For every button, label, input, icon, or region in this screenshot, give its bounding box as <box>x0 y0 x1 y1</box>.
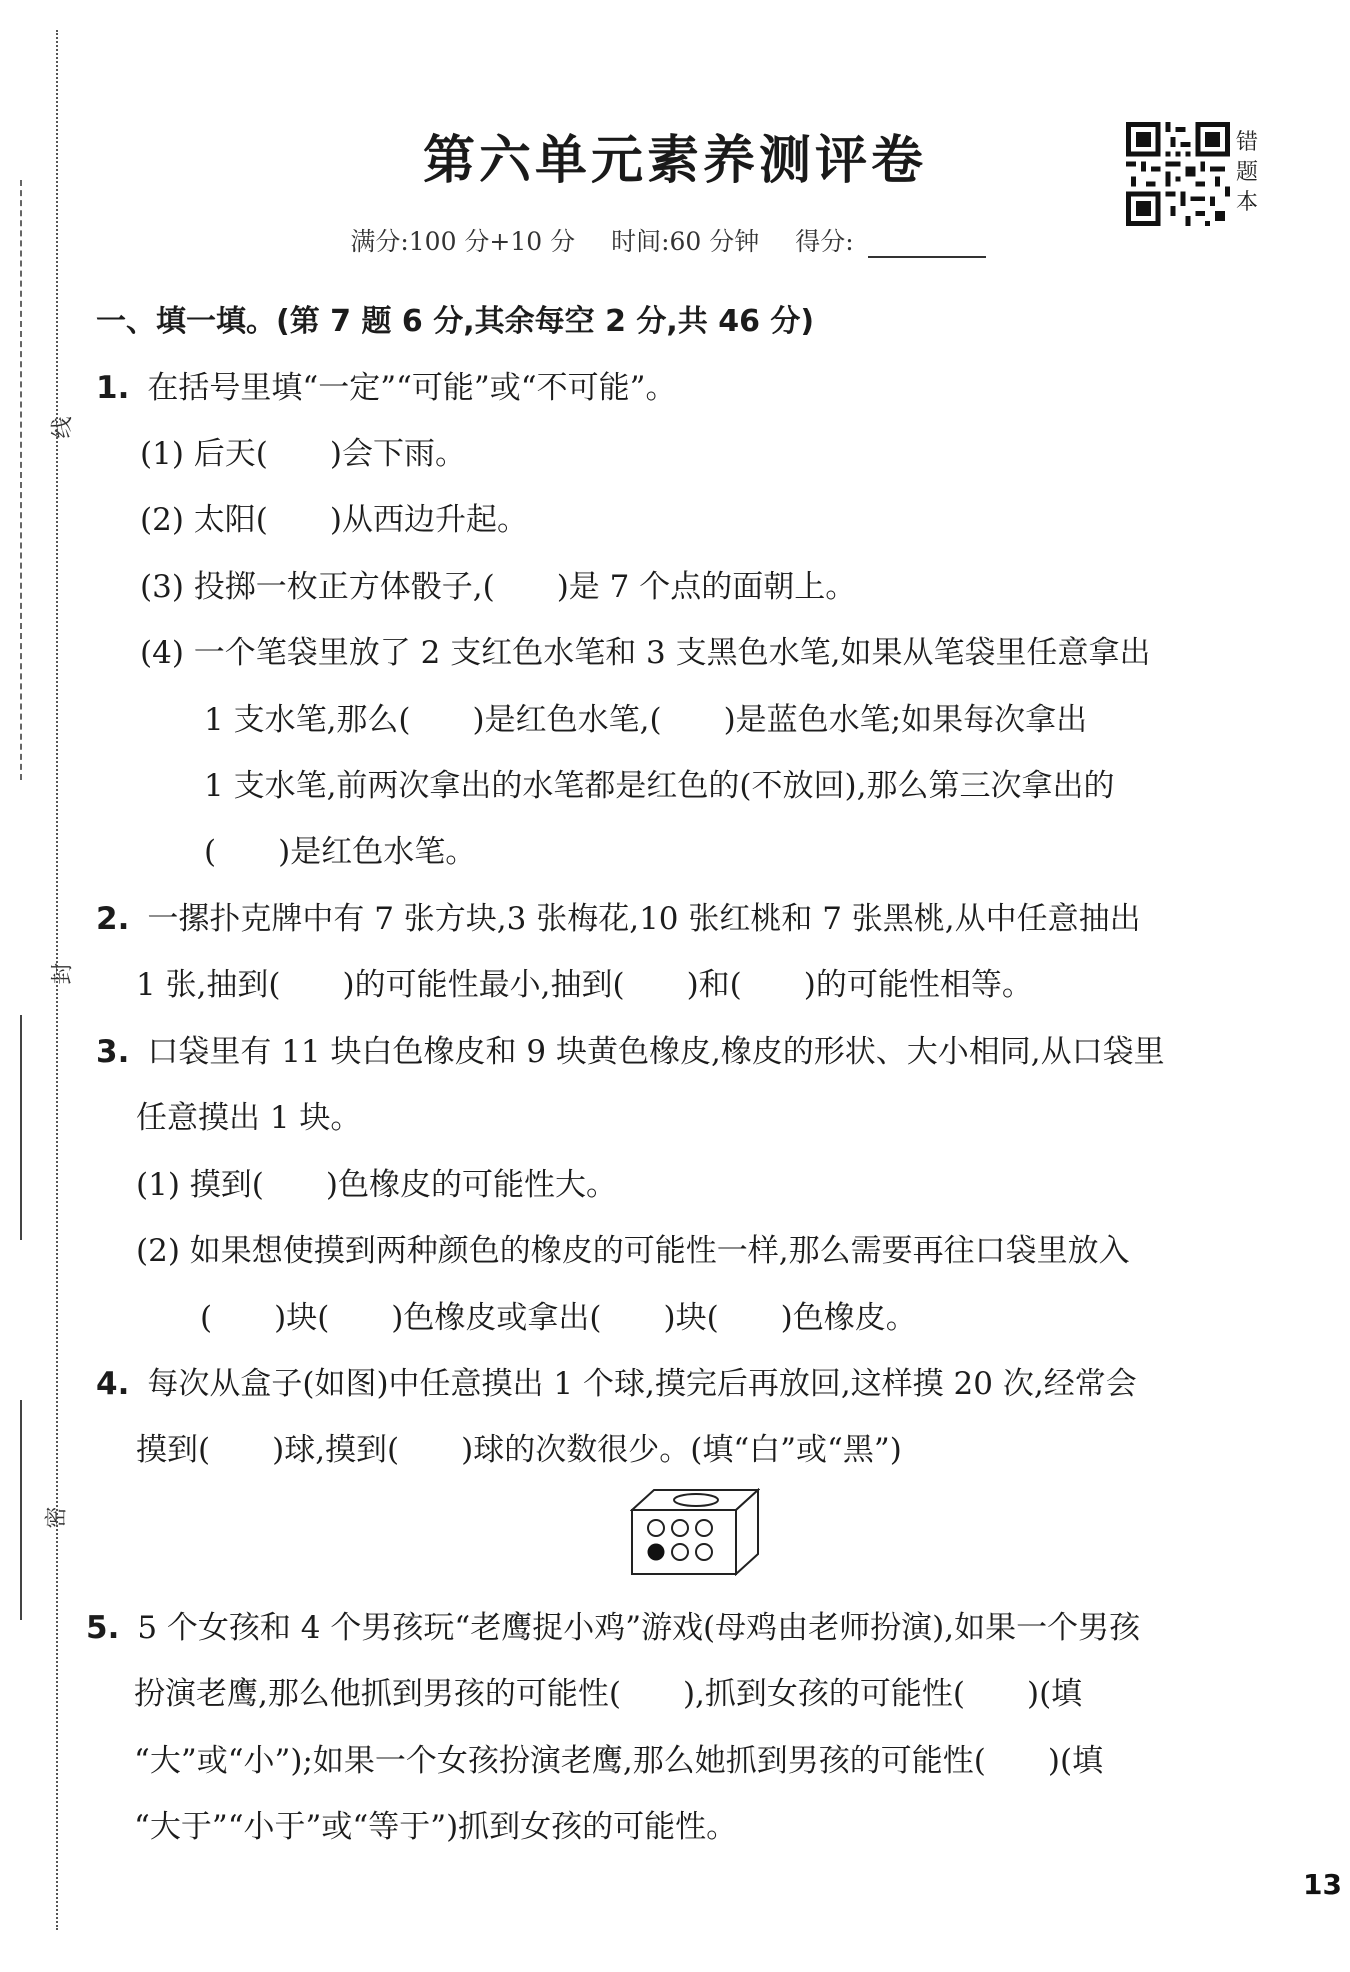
ball-box-figure <box>630 1488 760 1576</box>
question-number: 5. <box>86 1610 120 1646</box>
score-label: 得分: <box>795 227 854 256</box>
question-text: 一摞扑克牌中有 7 张方块,3 张梅花,10 张红桃和 7 张黑桃,从中任意抽出 <box>147 901 1141 937</box>
question-1 <box>96 362 676 407</box>
section-heading: 一、填一填。(第 7 题 6 分,其余每空 2 分,共 46 分) <box>96 304 815 339</box>
question-text: 5 个女孩和 4 个男孩玩“老鹰捉小鸡”游戏(母鸡由老师扮演),如果一个男孩 <box>137 1610 1141 1646</box>
question-3-cont: 任意摸出 1 块。 <box>136 1100 362 1136</box>
binding-seal-char: 封 <box>50 962 76 985</box>
binding-secret-char: 密 <box>44 1506 70 1529</box>
binding-line-char: 线 <box>50 416 76 439</box>
binding-class-line <box>20 1015 22 1240</box>
binding-name-line <box>20 180 22 780</box>
question-4 <box>96 1358 1137 1403</box>
question-number: 3. <box>96 1034 130 1070</box>
question-1-part-2: (2) 太阳( )从西边升起。 <box>140 502 528 538</box>
page-number: 13 <box>1303 1868 1342 1901</box>
question-5-cont: “大”或“小”);如果一个女孩扮演老鹰,那么她抓到男孩的可能性( )(填 <box>134 1743 1104 1779</box>
question-3-part-1: (1) 摸到( )色橡皮的可能性大。 <box>136 1167 617 1203</box>
question-5-cont: “大于”“小于”或“等于”)抓到女孩的可能性。 <box>134 1809 738 1845</box>
full-score: 满分:100 分+10 分 <box>350 227 576 256</box>
question-number: 4. <box>96 1366 130 1402</box>
question-1-part-4: (4) 一个笔袋里放了 2 支红色水笔和 3 支黑色水笔,如果从笔袋里任意拿出 <box>140 635 1151 671</box>
question-1-part-4-cont: ( )是红色水笔。 <box>204 834 477 870</box>
question-3 <box>96 1026 1165 1071</box>
question-4-cont: 摸到( )球,摸到( )球的次数很少。(填“白”或“黑”) <box>136 1432 902 1468</box>
page-title: 第六单元素养测评卷 <box>422 130 927 191</box>
black-ball <box>648 1544 665 1561</box>
wrong-question-book-label: 错题本 <box>1236 130 1259 215</box>
question-text: 在括号里填“一定”“可能”或“不可能”。 <box>147 370 677 406</box>
exam-meta <box>0 222 1350 258</box>
question-1-part-4-cont: 1 支水笔,前两次拿出的水笔都是红色的(不放回),那么第三次拿出的 <box>204 768 1115 804</box>
question-1-part-4-cont: 1 支水笔,那么( )是红色水笔,( )是蓝色水笔;如果每次拿出 <box>204 702 1088 738</box>
question-2-cont: 1 张,抽到( )的可能性最小,抽到( )和( )的可能性相等。 <box>136 967 1033 1003</box>
time-limit: 时间:60 分钟 <box>611 227 760 256</box>
question-text: 口袋里有 11 块白色橡皮和 9 块黄色橡皮,橡皮的形状、大小相同,从口袋里 <box>147 1034 1165 1070</box>
question-number: 2. <box>96 901 130 937</box>
score-field <box>795 227 999 256</box>
score-blank[interactable] <box>868 234 986 258</box>
qr-code-icon[interactable] <box>1126 122 1230 226</box>
question-number: 1. <box>96 370 130 406</box>
question-1-part-3: (3) 投掷一枚正方体骰子,( )是 7 个点的面朝上。 <box>140 569 857 605</box>
question-1-part-1: (1) 后天( )会下雨。 <box>140 436 466 472</box>
question-3-part-2-cont: ( )块( )色橡皮或拿出( )块( )色橡皮。 <box>200 1300 917 1336</box>
question-5 <box>86 1602 1140 1647</box>
question-5-cont: 扮演老鹰,那么他抓到男孩的可能性( ),抓到女孩的可能性( )(填 <box>134 1676 1083 1712</box>
binding-number-line <box>20 1400 22 1620</box>
question-text: 每次从盒子(如图)中任意摸出 1 个球,摸完后再放回,这样摸 20 次,经常会 <box>147 1366 1137 1402</box>
question-3-part-2: (2) 如果想使摸到两种颜色的橡皮的可能性一样,那么需要再往口袋里放入 <box>136 1233 1130 1269</box>
question-2 <box>96 893 1141 938</box>
